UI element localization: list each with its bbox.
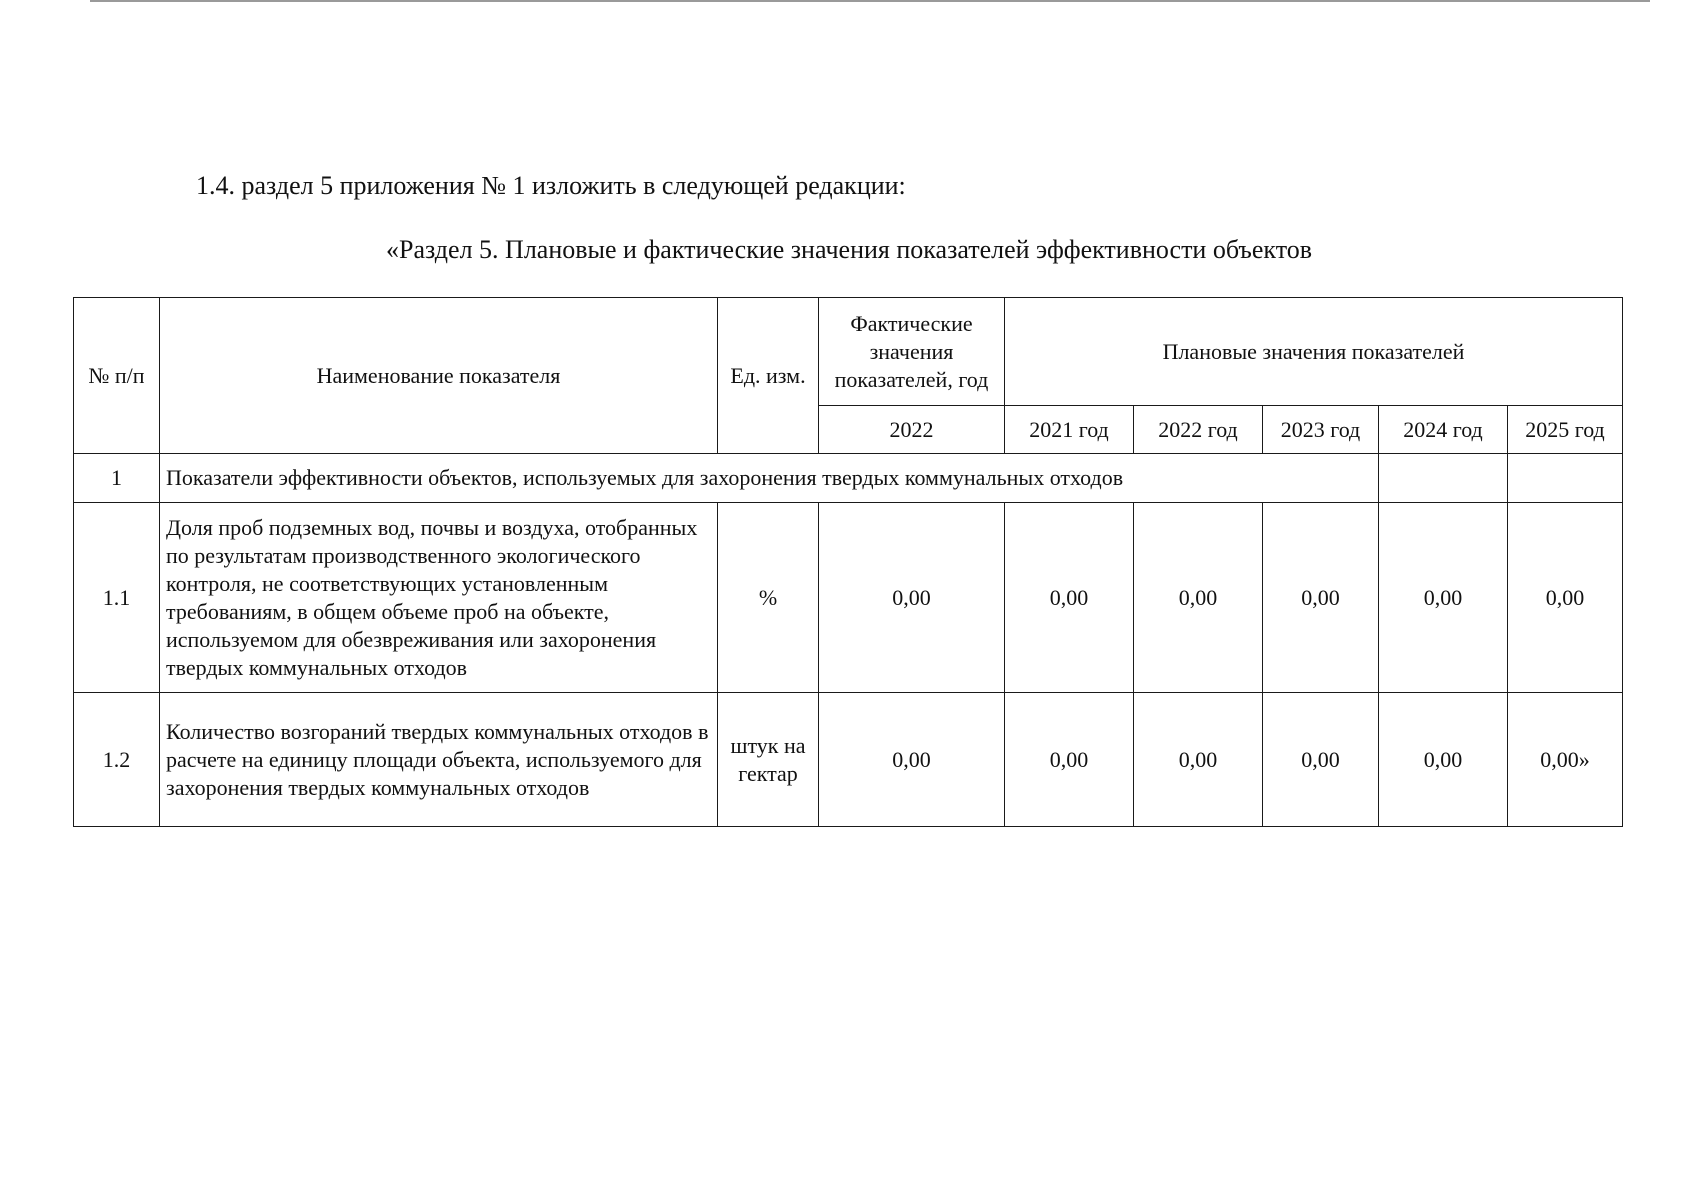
row-plan-value: 0,00 (1005, 693, 1134, 827)
empty-cell (1508, 454, 1623, 503)
row-unit: штук на гектар (718, 693, 819, 827)
row-num: 1.1 (74, 503, 160, 693)
table-row (74, 693, 1623, 827)
row-name: Доля проб подземных вод, почвы и воздуха, отобранных по результатам производственного экологического контроля, не соответствующих установленным требованиям, в общем объеме проб на объекте, используемом для обезвреживания или захоронения твердых коммунальных отходов (160, 503, 718, 693)
header-unit: Ед. изм. (718, 298, 819, 454)
header-plan-year: 2025 год (1508, 406, 1623, 454)
header-actual: Фактические значения показателей, год (819, 298, 1005, 406)
row-plan-value: 0,00 (1263, 693, 1379, 827)
row-actual: 0,00 (819, 503, 1005, 693)
intro-text: 1.4. раздел 5 приложения № 1 изложить в следующей редакции: (196, 171, 906, 200)
header-plan-year: 2024 год (1379, 406, 1508, 454)
row-plan-value: 0,00 (1134, 693, 1263, 827)
empty-cell (1379, 454, 1508, 503)
header-name: Наименование показателя (160, 298, 718, 454)
row-plan-value: 0,00 (1379, 503, 1508, 693)
section-title: «Раздел 5. Плановые и фактические значения показателей эффективности объектов (386, 235, 1312, 264)
row-unit: % (718, 503, 819, 693)
header-plan-year: 2022 год (1134, 406, 1263, 454)
header-row (74, 298, 1623, 406)
row-plan-value: 0,00 (1379, 693, 1508, 827)
group-row (74, 454, 1623, 503)
top-rule (90, 0, 1650, 2)
row-name: Количество возгораний твердых коммунальных отходов в расчете на единицу площади объекта, используемого для захоронения твердых коммунальных отходов (160, 693, 718, 827)
row-plan-value: 0,00 (1134, 503, 1263, 693)
row-plan-value: 0,00 (1005, 503, 1134, 693)
header-num: № п/п (74, 298, 160, 454)
row-plan-value: 0,00 (1508, 503, 1623, 693)
row-num: 1.2 (74, 693, 160, 827)
row-plan-value: 0,00» (1508, 693, 1623, 827)
header-plan-year: 2021 год (1005, 406, 1134, 454)
table-row (74, 503, 1623, 693)
row-plan-value: 0,00 (1263, 503, 1379, 693)
header-plan: Плановые значения показателей (1005, 298, 1623, 406)
row-actual: 0,00 (819, 693, 1005, 827)
group-num: 1 (74, 454, 160, 503)
group-name: Показатели эффективности объектов, используемых для захоронения твердых коммунальных отходов (160, 454, 1379, 503)
header-plan-year: 2023 год (1263, 406, 1379, 454)
indicators-table (73, 297, 1623, 827)
header-actual-year: 2022 (819, 406, 1005, 454)
